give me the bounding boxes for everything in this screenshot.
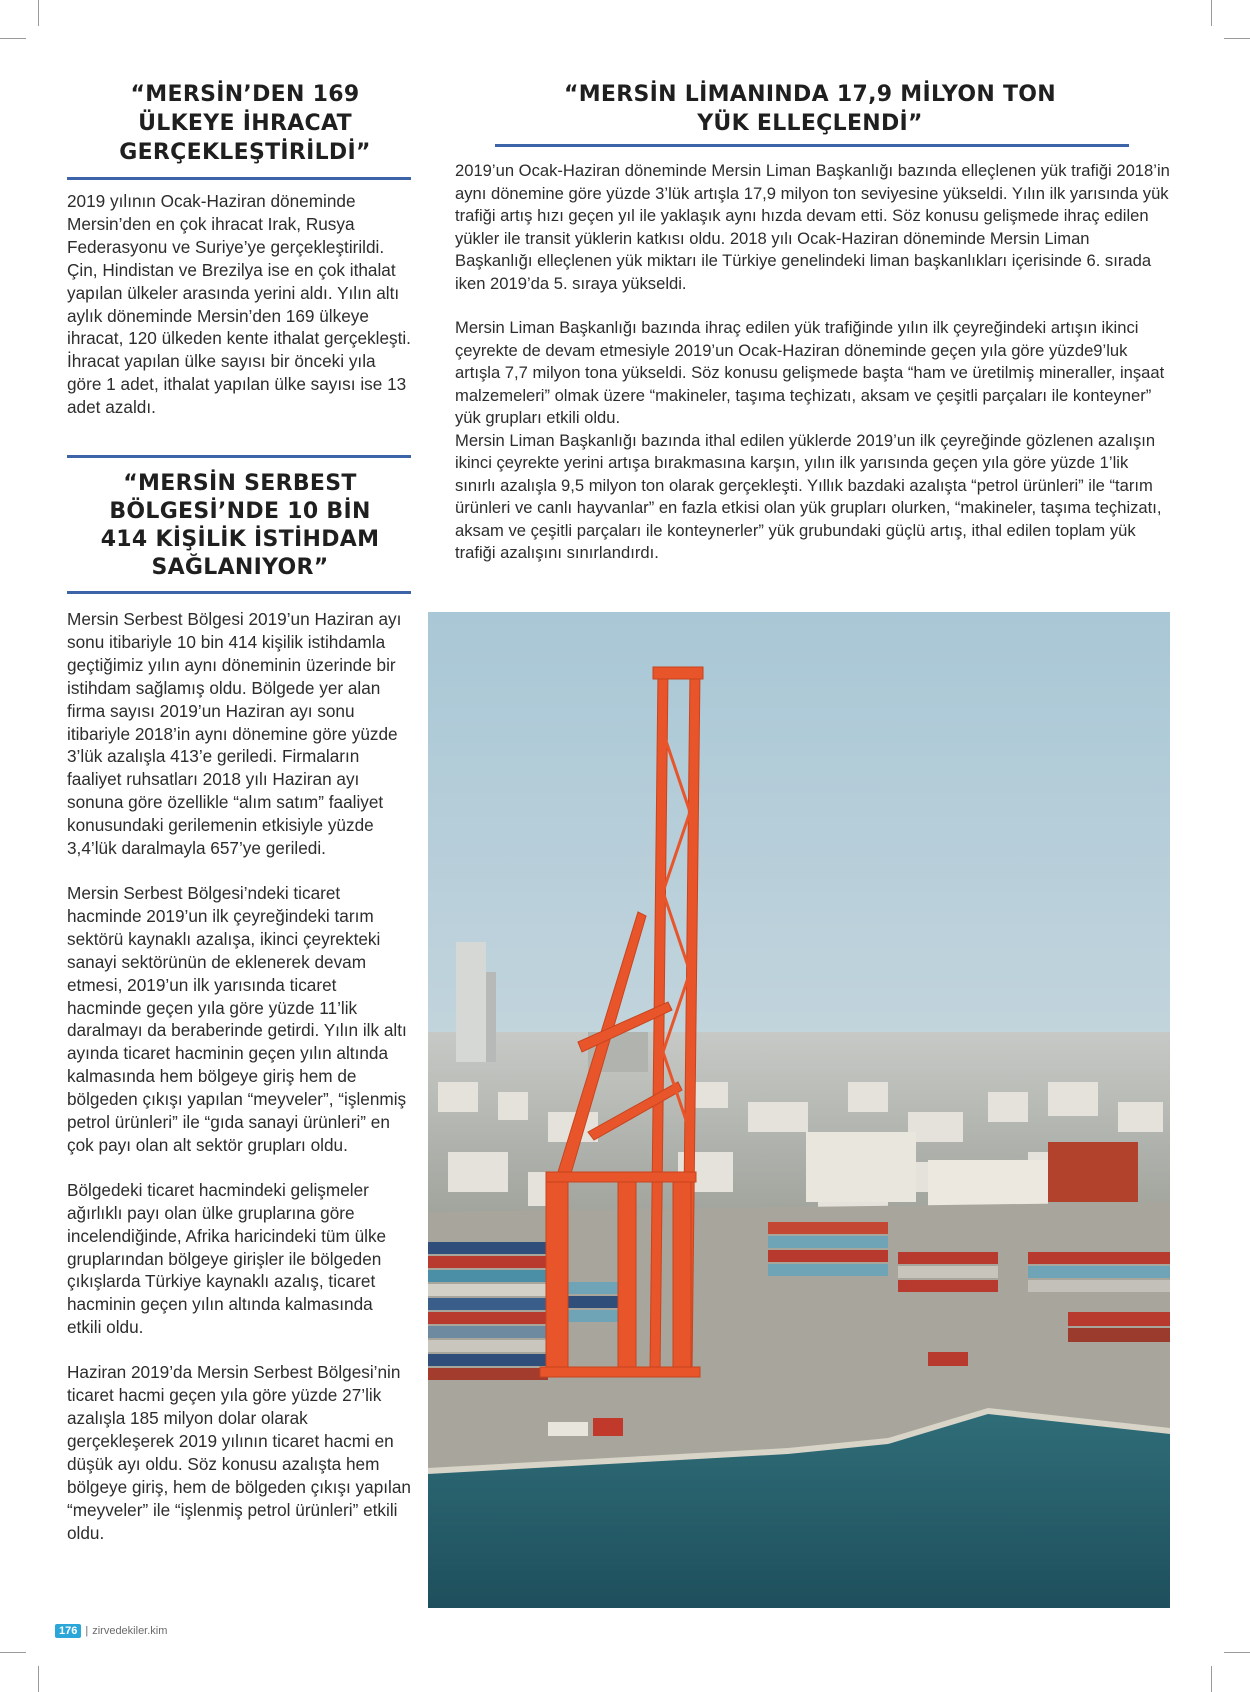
- left-paragraph-exports: 2019 yılının Ocak-Haziran döneminde Mersin’den en çok ihracat Irak, Rusya Federasyonu ve Suriye’ye gerçekleştirildi. Çin, Hindistan ve Brezilya ise en çok ithalat yapılan ülkeler arasında yerini aldı. Yılın altı aylık döneminde Mersin’den 169 ülkeye ihracat, 120 ülkeden kente ithalat gerçekleşti. İhracat yapılan ülke sayısı bir önceki yıla göre 1 adet, ithalat yapılan ülke sayısı ise 13 adet azaldı.: [67, 191, 411, 418]
- right-article-body: [455, 160, 1170, 565]
- paragraph: Mersin Liman Başkanlığı bazında ithal edilen yüklerde 2019’un ilk çeyreğinde gözlenen azalışın ikinci çeyrekte yerini artışa bırakmasına karşın, yılın ilk yarısında geçen yıla göre yüzde 1’lik sınırlı azalışla 9,5 milyon ton olarak gerçekleşti. Yıllık bazdaki azalışta “petrol ürünleri” ile “tarım ürünleri ve canlı hayvanlar” en fazla etkisi olan yük grupları olurken, “makineler, taşıma teçhizatı, aksam ve çeşitli parçaları ile konteynerler” yük grubundaki güçlü artış, ithal edilen toplam yük trafiği azalışını sınırlandırdı.: [455, 430, 1162, 562]
- heading-underline: [67, 591, 411, 594]
- heading-overline: [67, 455, 411, 458]
- paragraph: 2019’un Ocak-Haziran döneminde Mersin Liman Başkanlığı bazında elleçlenen yük trafiği 2018’in aynı dönemine göre yüzde 3’lük artışla 17,9 milyon ton seviyesine yükseldi. Yılın ilk yarısında yük trafiği artış hızı geçen yıl ile yaklaşık aynı hızda devam etti. Söz konusu gelişmede ihraç edilen yükler ile transit yüklerin katkısı oldu. 2018 yılı Ocak-Haziran döneminde Mersin Liman Başkanlığı elleçlenen yük miktarı ile Türkiye genelindeki liman başkanlıkları içerisinde 6. sırada iken 2019’da 5. sıraya yükseldi.: [455, 161, 1170, 293]
- left-heading-free-zone: “MERSİN SERBEST BÖLGESİ’NDE 10 BİN 414 KİŞİLİK İSTİHDAM SAĞLANIYOR”: [100, 471, 380, 580]
- footer-site: zirvedekiler.kim: [92, 1625, 168, 1637]
- heading-underline: [67, 177, 411, 180]
- paragraph: Mersin Liman Başkanlığı bazında ihraç edilen yük trafiğinde yılın ilk çeyreğindeki artışın ikinci çeyrekte de devam etmesiyle 2019’un Ocak-Haziran döneminde geçen yıla göre yüzde9’luk artışla 7,7 milyon tona yükseldi. Söz konusu gelişmede başta “ham ve üretilmiş mineraller, inşaat malzemeleri” olmak üzere “makineler, taşıma teçhizatı, aksam ve çeşitli parçaları ile konteyner” yük grupları etkili oldu.: [455, 318, 1165, 427]
- page-number: 176: [55, 1624, 81, 1638]
- paragraph: Bölgedeki ticaret hacmindeki gelişmeler ağırlıklı payı olan ülke gruplarına göre incelendiğinde, Afrika haricindeki tüm ülke gruplarından bölgeye girişler ile bölgeden çıkışlarda Türkiye kaynaklı azalış, ticaret hacminin geçen yılın altında kalmasında etkili oldu.: [67, 1179, 387, 1338]
- crop-mark: [38, 1666, 39, 1692]
- crop-mark: [1224, 38, 1250, 39]
- left-article-body: [67, 608, 411, 1544]
- heading-underline: [495, 144, 1129, 147]
- port-crane-photo: [428, 612, 1170, 1608]
- right-heading-port: “MERSİN LİMANINDA 17,9 MİLYON TON YÜK ELLEÇLENDİ”: [563, 82, 1057, 136]
- paragraph: Haziran 2019’da Mersin Serbest Bölgesi’nin ticaret hacmi geçen yıla göre yüzde 27’lik azalışla 185 milyon dolar olarak gerçekleşerek 2019 yılının ticaret hacmi en düşük ayı oldu. Söz konusu azalışta hem bölgeye giriş, hem de bölgeden çıkışı yapılan “meyveler” ile “işlenmiş petrol ürünleri” etkili oldu.: [67, 1362, 411, 1543]
- crop-mark: [1211, 1666, 1212, 1692]
- page-footer: [55, 1624, 167, 1638]
- crop-mark: [38, 0, 39, 26]
- crop-mark: [1211, 0, 1212, 26]
- crop-mark: [0, 1652, 26, 1653]
- crop-mark: [0, 38, 26, 39]
- paragraph: Mersin Serbest Bölgesi 2019’un Haziran ayı sonu itibariyle 10 bin 414 kişilik istihdamla geçtiğimiz yılın aynı döneminin üzerinde bir istihdam sağlamış oldu. Bölgede yer alan firma sayısı 2019’un Haziran ayı sonu itibariyle 2018’in aynı dönemine göre yüzde 3’lük azalışla 413’e geriledi. Firmaların faaliyet ruhsatları 2018 yılı Haziran ayı sonuna göre özellikle “alım satım” faaliyet konusundaki gerilemenin etkisiyle yüzde 3,4’lük daralmayla 657’ye geriledi.: [67, 609, 402, 859]
- footer-separator: |: [85, 1625, 89, 1637]
- crop-mark: [1224, 1652, 1250, 1653]
- paragraph: Mersin Serbest Bölgesi’ndeki ticaret hacminde 2019’un ilk çeyreğindeki tarım sektörü kaynaklı azalışa, ikinci çeyrekteki sanayi sektörünün de eklenerek devam etmesi, 2019’un ilk yarısında ticaret hacminde geçen yıla göre yüzde 11’lik daralmayı da beraberinde getirdi. Yılın ilk altı ayında ticaret hacminin geçen yılın altında kalmasında hem bölgeye giriş hem de bölgeden çıkışı yapılan “meyveler”, “işlenmiş petrol ürünleri” ile “gıda sanayi ürünleri” en çok payı olan alt sektör grupları oldu.: [67, 882, 407, 1155]
- left-heading-exports: “MERSİN’DEN 169 ÜLKEYE İHRACAT GERÇEKLEŞTİRİLDİ”: [119, 82, 371, 165]
